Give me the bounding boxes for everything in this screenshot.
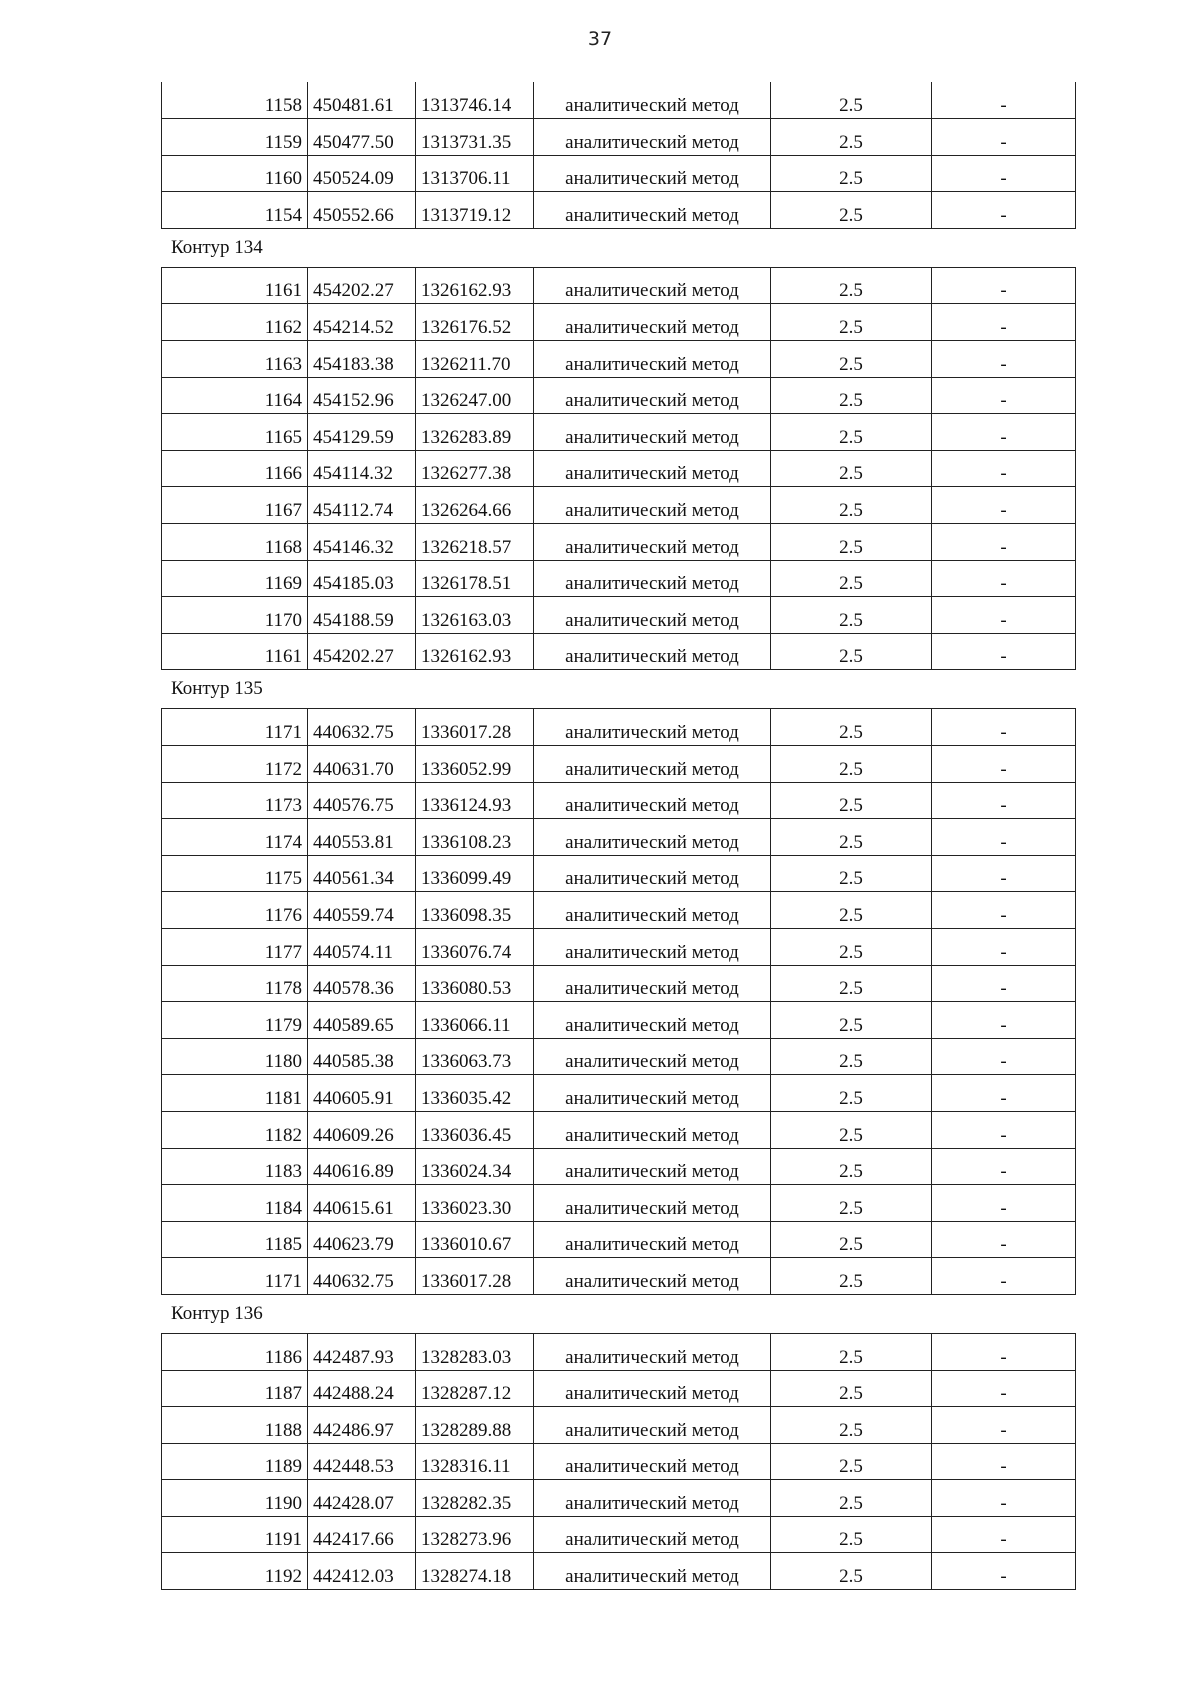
note-cell: - [932, 192, 1076, 229]
x-coordinate: 442417.66 [308, 1516, 416, 1553]
method-cell: аналитический метод [534, 1553, 771, 1590]
y-coordinate: 1326264.66 [416, 487, 534, 524]
table-row [162, 192, 1076, 229]
method-cell: аналитический метод [534, 524, 771, 561]
note-cell: - [932, 892, 1076, 929]
x-coordinate: 454146.32 [308, 524, 416, 561]
y-coordinate: 1336098.35 [416, 892, 534, 929]
x-coordinate: 440576.75 [308, 782, 416, 819]
y-coordinate: 1336080.53 [416, 965, 534, 1002]
y-coordinate: 1326162.93 [416, 267, 534, 304]
x-coordinate: 454183.38 [308, 341, 416, 378]
y-coordinate: 1328287.12 [416, 1370, 534, 1407]
point-number: 1158 [162, 82, 308, 119]
y-coordinate: 1326283.89 [416, 414, 534, 451]
accuracy-cell: 2.5 [771, 1038, 932, 1075]
accuracy-cell: 2.5 [771, 1370, 932, 1407]
method-cell: аналитический метод [534, 341, 771, 378]
accuracy-cell: 2.5 [771, 1185, 932, 1222]
table-row [162, 1148, 1076, 1185]
table-row [162, 341, 1076, 378]
y-coordinate: 1336063.73 [416, 1038, 534, 1075]
y-coordinate: 1326163.03 [416, 597, 534, 634]
method-cell: аналитический метод [534, 119, 771, 156]
table-row [162, 82, 1076, 119]
table-row [162, 782, 1076, 819]
y-coordinate: 1326211.70 [416, 341, 534, 378]
accuracy-cell: 2.5 [771, 819, 932, 856]
note-cell: - [932, 709, 1076, 746]
y-coordinate: 1328289.88 [416, 1407, 534, 1444]
point-number: 1173 [162, 782, 308, 819]
contour-label: Контур 135 [171, 678, 263, 700]
point-number: 1190 [162, 1480, 308, 1517]
accuracy-cell: 2.5 [771, 928, 932, 965]
y-coordinate: 1336017.28 [416, 1258, 534, 1295]
note-cell: - [932, 1002, 1076, 1039]
point-number: 1162 [162, 304, 308, 341]
note-cell: - [932, 82, 1076, 119]
method-cell: аналитический метод [534, 1002, 771, 1039]
x-coordinate: 442412.03 [308, 1553, 416, 1590]
y-coordinate: 1313731.35 [416, 119, 534, 156]
point-number: 1183 [162, 1148, 308, 1185]
table-row [162, 1038, 1076, 1075]
note-cell: - [932, 597, 1076, 634]
method-cell: аналитический метод [534, 1258, 771, 1295]
y-coordinate: 1328316.11 [416, 1443, 534, 1480]
accuracy-cell: 2.5 [771, 1221, 932, 1258]
point-number: 1154 [162, 192, 308, 229]
point-number: 1188 [162, 1407, 308, 1444]
accuracy-cell: 2.5 [771, 1443, 932, 1480]
y-coordinate: 1336066.11 [416, 1002, 534, 1039]
method-cell: аналитический метод [534, 1480, 771, 1517]
method-cell: аналитический метод [534, 1075, 771, 1112]
y-coordinate: 1336052.99 [416, 746, 534, 783]
point-number: 1174 [162, 819, 308, 856]
method-cell: аналитический метод [534, 560, 771, 597]
table-row [162, 1075, 1076, 1112]
x-coordinate: 442487.93 [308, 1333, 416, 1370]
note-cell: - [932, 819, 1076, 856]
accuracy-cell: 2.5 [771, 746, 932, 783]
x-coordinate: 440553.81 [308, 819, 416, 856]
x-coordinate: 450477.50 [308, 119, 416, 156]
point-number: 1170 [162, 597, 308, 634]
note-cell: - [932, 377, 1076, 414]
note-cell: - [932, 1480, 1076, 1517]
method-cell: аналитический метод [534, 746, 771, 783]
note-cell: - [932, 1258, 1076, 1295]
x-coordinate: 440609.26 [308, 1111, 416, 1148]
accuracy-cell: 2.5 [771, 267, 932, 304]
accuracy-cell: 2.5 [771, 709, 932, 746]
method-cell: аналитический метод [534, 855, 771, 892]
table-row [162, 928, 1076, 965]
accuracy-cell: 2.5 [771, 1111, 932, 1148]
method-cell: аналитический метод [534, 1407, 771, 1444]
table-row [162, 524, 1076, 561]
method-cell: аналитический метод [534, 1185, 771, 1222]
point-number: 1187 [162, 1370, 308, 1407]
method-cell: аналитический метод [534, 155, 771, 192]
x-coordinate: 454114.32 [308, 450, 416, 487]
table-row [162, 1407, 1076, 1444]
x-coordinate: 440632.75 [308, 1258, 416, 1295]
point-number: 1159 [162, 119, 308, 156]
accuracy-cell: 2.5 [771, 782, 932, 819]
point-number: 1184 [162, 1185, 308, 1222]
note-cell: - [932, 1111, 1076, 1148]
accuracy-cell: 2.5 [771, 487, 932, 524]
x-coordinate: 442486.97 [308, 1407, 416, 1444]
accuracy-cell: 2.5 [771, 1148, 932, 1185]
accuracy-cell: 2.5 [771, 855, 932, 892]
y-coordinate: 1313706.11 [416, 155, 534, 192]
x-coordinate: 440589.65 [308, 1002, 416, 1039]
note-cell: - [932, 267, 1076, 304]
table-row [162, 1258, 1076, 1295]
note-cell: - [932, 1038, 1076, 1075]
coordinates-table [161, 708, 1076, 1295]
note-cell: - [932, 450, 1076, 487]
x-coordinate: 454202.27 [308, 633, 416, 670]
method-cell: аналитический метод [534, 1516, 771, 1553]
method-cell: аналитический метод [534, 192, 771, 229]
method-cell: аналитический метод [534, 1111, 771, 1148]
table-row [162, 1516, 1076, 1553]
note-cell: - [932, 1407, 1076, 1444]
note-cell: - [932, 746, 1076, 783]
accuracy-cell: 2.5 [771, 1333, 932, 1370]
point-number: 1165 [162, 414, 308, 451]
accuracy-cell: 2.5 [771, 597, 932, 634]
accuracy-cell: 2.5 [771, 633, 932, 670]
method-cell: аналитический метод [534, 414, 771, 451]
method-cell: аналитический метод [534, 377, 771, 414]
point-number: 1180 [162, 1038, 308, 1075]
x-coordinate: 454188.59 [308, 597, 416, 634]
table-row [162, 1333, 1076, 1370]
accuracy-cell: 2.5 [771, 1480, 932, 1517]
note-cell: - [932, 1333, 1076, 1370]
table-row [162, 155, 1076, 192]
y-coordinate: 1336024.34 [416, 1148, 534, 1185]
accuracy-cell: 2.5 [771, 1002, 932, 1039]
y-coordinate: 1326162.93 [416, 633, 534, 670]
x-coordinate: 440605.91 [308, 1075, 416, 1112]
point-number: 1177 [162, 928, 308, 965]
note-cell: - [932, 965, 1076, 1002]
note-cell: - [932, 1553, 1076, 1590]
table-row [162, 1111, 1076, 1148]
point-number: 1166 [162, 450, 308, 487]
method-cell: аналитический метод [534, 965, 771, 1002]
y-coordinate: 1326247.00 [416, 377, 534, 414]
y-coordinate: 1336017.28 [416, 709, 534, 746]
method-cell: аналитический метод [534, 928, 771, 965]
point-number: 1163 [162, 341, 308, 378]
table-row [162, 855, 1076, 892]
point-number: 1179 [162, 1002, 308, 1039]
x-coordinate: 454112.74 [308, 487, 416, 524]
y-coordinate: 1336124.93 [416, 782, 534, 819]
note-cell: - [932, 1148, 1076, 1185]
note-cell: - [932, 928, 1076, 965]
contour-label: Контур 134 [171, 236, 263, 258]
x-coordinate: 440578.36 [308, 965, 416, 1002]
table-row [162, 267, 1076, 304]
x-coordinate: 440623.79 [308, 1221, 416, 1258]
x-coordinate: 450552.66 [308, 192, 416, 229]
accuracy-cell: 2.5 [771, 414, 932, 451]
method-cell: аналитический метод [534, 782, 771, 819]
y-coordinate: 1328282.35 [416, 1480, 534, 1517]
accuracy-cell: 2.5 [771, 892, 932, 929]
point-number: 1161 [162, 633, 308, 670]
method-cell: аналитический метод [534, 82, 771, 119]
y-coordinate: 1328274.18 [416, 1553, 534, 1590]
coordinates-table [161, 82, 1076, 229]
method-cell: аналитический метод [534, 709, 771, 746]
method-cell: аналитический метод [534, 1148, 771, 1185]
method-cell: аналитический метод [534, 892, 771, 929]
table-row [162, 119, 1076, 156]
x-coordinate: 440615.61 [308, 1185, 416, 1222]
x-coordinate: 440632.75 [308, 709, 416, 746]
x-coordinate: 450481.61 [308, 82, 416, 119]
accuracy-cell: 2.5 [771, 560, 932, 597]
accuracy-cell: 2.5 [771, 119, 932, 156]
x-coordinate: 454152.96 [308, 377, 416, 414]
method-cell: аналитический метод [534, 1443, 771, 1480]
x-coordinate: 440631.70 [308, 746, 416, 783]
table-row [162, 304, 1076, 341]
note-cell: - [932, 1370, 1076, 1407]
point-number: 1160 [162, 155, 308, 192]
accuracy-cell: 2.5 [771, 1407, 932, 1444]
accuracy-cell: 2.5 [771, 304, 932, 341]
x-coordinate: 454129.59 [308, 414, 416, 451]
method-cell: аналитический метод [534, 597, 771, 634]
coordinate-tables [161, 82, 1076, 1590]
contour-label: Контур 136 [171, 1302, 263, 1324]
coordinates-table [161, 267, 1076, 671]
x-coordinate: 440561.34 [308, 855, 416, 892]
table-row [162, 560, 1076, 597]
method-cell: аналитический метод [534, 267, 771, 304]
note-cell: - [932, 341, 1076, 378]
note-cell: - [932, 524, 1076, 561]
point-number: 1175 [162, 855, 308, 892]
accuracy-cell: 2.5 [771, 82, 932, 119]
y-coordinate: 1336023.30 [416, 1185, 534, 1222]
note-cell: - [932, 1185, 1076, 1222]
accuracy-cell: 2.5 [771, 192, 932, 229]
y-coordinate: 1336036.45 [416, 1111, 534, 1148]
table-row [162, 1002, 1076, 1039]
method-cell: аналитический метод [534, 487, 771, 524]
point-number: 1169 [162, 560, 308, 597]
accuracy-cell: 2.5 [771, 377, 932, 414]
note-cell: - [932, 1075, 1076, 1112]
accuracy-cell: 2.5 [771, 1075, 932, 1112]
method-cell: аналитический метод [534, 1038, 771, 1075]
y-coordinate: 1328273.96 [416, 1516, 534, 1553]
page-number: 37 [587, 28, 613, 50]
point-number: 1185 [162, 1221, 308, 1258]
x-coordinate: 440559.74 [308, 892, 416, 929]
table-row [162, 892, 1076, 929]
note-cell: - [932, 304, 1076, 341]
point-number: 1168 [162, 524, 308, 561]
x-coordinate: 454202.27 [308, 267, 416, 304]
point-number: 1176 [162, 892, 308, 929]
table-row [162, 633, 1076, 670]
point-number: 1186 [162, 1333, 308, 1370]
method-cell: аналитический метод [534, 304, 771, 341]
point-number: 1189 [162, 1443, 308, 1480]
table-row [162, 1443, 1076, 1480]
point-number: 1172 [162, 746, 308, 783]
x-coordinate: 440574.11 [308, 928, 416, 965]
accuracy-cell: 2.5 [771, 1553, 932, 1590]
table-row [162, 450, 1076, 487]
y-coordinate: 1313746.14 [416, 82, 534, 119]
x-coordinate: 440616.89 [308, 1148, 416, 1185]
note-cell: - [932, 155, 1076, 192]
point-number: 1171 [162, 709, 308, 746]
point-number: 1161 [162, 267, 308, 304]
method-cell: аналитический метод [534, 1221, 771, 1258]
note-cell: - [932, 414, 1076, 451]
point-number: 1182 [162, 1111, 308, 1148]
point-number: 1167 [162, 487, 308, 524]
point-number: 1192 [162, 1553, 308, 1590]
x-coordinate: 440585.38 [308, 1038, 416, 1075]
method-cell: аналитический метод [534, 450, 771, 487]
accuracy-cell: 2.5 [771, 524, 932, 561]
x-coordinate: 454185.03 [308, 560, 416, 597]
table-row [162, 597, 1076, 634]
method-cell: аналитический метод [534, 1370, 771, 1407]
table-row [162, 709, 1076, 746]
note-cell: - [932, 1516, 1076, 1553]
method-cell: аналитический метод [534, 1333, 771, 1370]
table-row [162, 1553, 1076, 1590]
y-coordinate: 1336035.42 [416, 1075, 534, 1112]
table-row [162, 965, 1076, 1002]
point-number: 1178 [162, 965, 308, 1002]
note-cell: - [932, 119, 1076, 156]
table-row [162, 414, 1076, 451]
table-row [162, 746, 1076, 783]
accuracy-cell: 2.5 [771, 155, 932, 192]
accuracy-cell: 2.5 [771, 450, 932, 487]
note-cell: - [932, 487, 1076, 524]
note-cell: - [932, 633, 1076, 670]
note-cell: - [932, 560, 1076, 597]
x-coordinate: 454214.52 [308, 304, 416, 341]
table-row [162, 1480, 1076, 1517]
y-coordinate: 1326176.52 [416, 304, 534, 341]
table-row [162, 1370, 1076, 1407]
note-cell: - [932, 782, 1076, 819]
table-row [162, 487, 1076, 524]
x-coordinate: 442448.53 [308, 1443, 416, 1480]
table-row [162, 819, 1076, 856]
note-cell: - [932, 1443, 1076, 1480]
y-coordinate: 1326218.57 [416, 524, 534, 561]
y-coordinate: 1336099.49 [416, 855, 534, 892]
method-cell: аналитический метод [534, 633, 771, 670]
x-coordinate: 450524.09 [308, 155, 416, 192]
y-coordinate: 1336108.23 [416, 819, 534, 856]
y-coordinate: 1326277.38 [416, 450, 534, 487]
note-cell: - [932, 855, 1076, 892]
table-row [162, 1221, 1076, 1258]
point-number: 1191 [162, 1516, 308, 1553]
table-row [162, 377, 1076, 414]
y-coordinate: 1336010.67 [416, 1221, 534, 1258]
x-coordinate: 442488.24 [308, 1370, 416, 1407]
point-number: 1171 [162, 1258, 308, 1295]
table-row [162, 1185, 1076, 1222]
point-number: 1181 [162, 1075, 308, 1112]
y-coordinate: 1313719.12 [416, 192, 534, 229]
coordinates-table [161, 1333, 1076, 1590]
accuracy-cell: 2.5 [771, 965, 932, 1002]
method-cell: аналитический метод [534, 819, 771, 856]
y-coordinate: 1336076.74 [416, 928, 534, 965]
y-coordinate: 1326178.51 [416, 560, 534, 597]
accuracy-cell: 2.5 [771, 1516, 932, 1553]
accuracy-cell: 2.5 [771, 1258, 932, 1295]
accuracy-cell: 2.5 [771, 341, 932, 378]
point-number: 1164 [162, 377, 308, 414]
x-coordinate: 442428.07 [308, 1480, 416, 1517]
note-cell: - [932, 1221, 1076, 1258]
y-coordinate: 1328283.03 [416, 1333, 534, 1370]
